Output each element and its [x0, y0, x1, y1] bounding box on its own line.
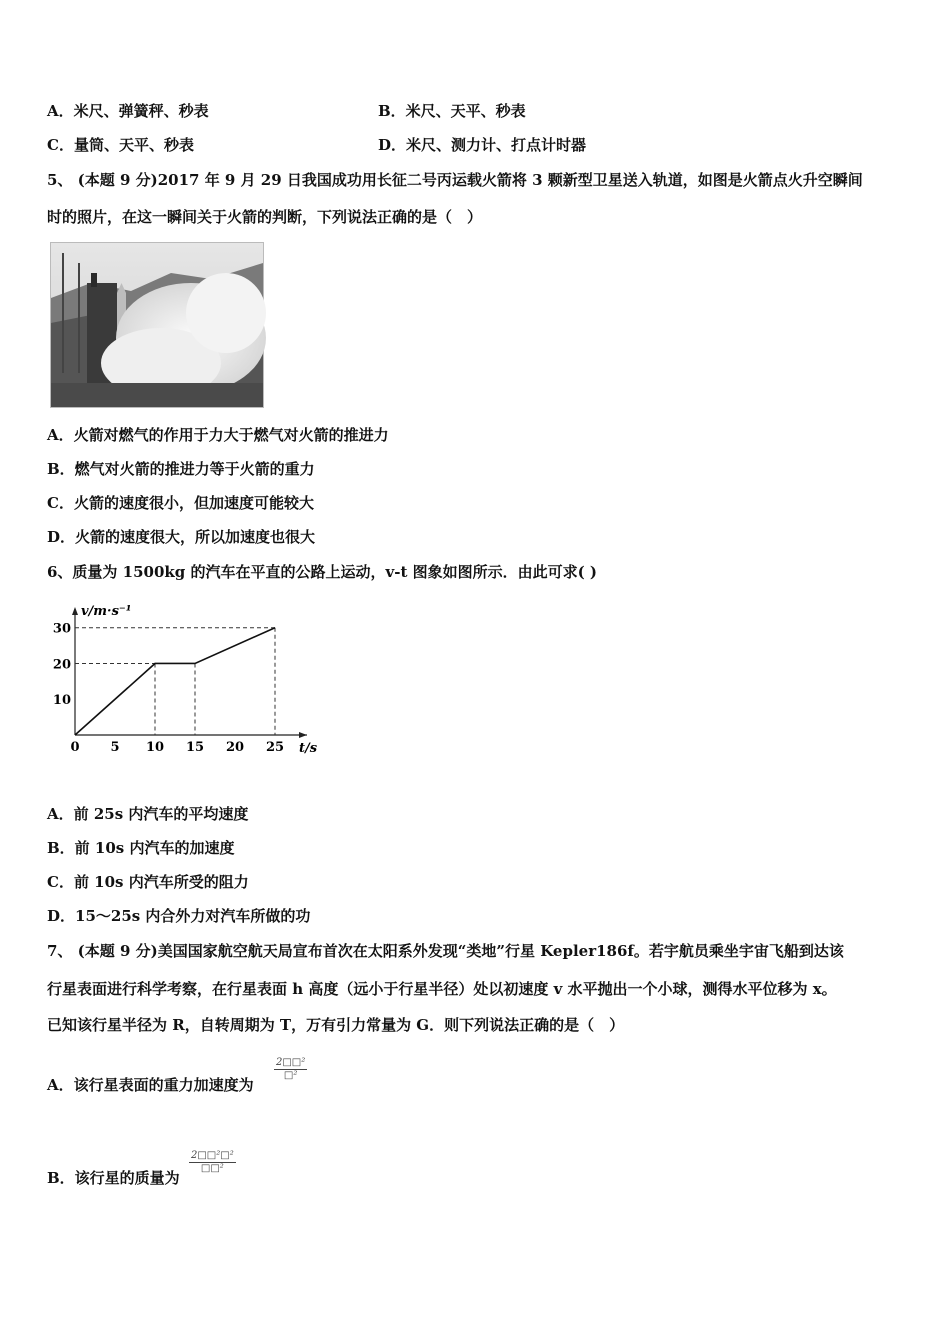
vt-graph [40, 600, 318, 760]
q6-option-a: A．前 25s 内汽车的平均速度 [47, 805, 249, 823]
velocity-line [75, 628, 275, 735]
y-tick-label: 10 [52, 693, 71, 709]
x-axis-label: t/s [299, 741, 318, 756]
q7-stem-line3: 已知该行星半径为 R，自转周期为 T，万有引力常量为 G．则下列说法正确的是（ ） [47, 1016, 625, 1034]
x-tick-label: 15 [185, 740, 205, 755]
q7-option-b-numerator: 2□□²□² [191, 1150, 234, 1161]
q7-option-a-denominator: □² [283, 1070, 298, 1081]
x-tick-label: 0 [70, 740, 80, 755]
x-tick-label: 25 [265, 740, 285, 755]
q7-option-b-formula [189, 1150, 236, 1175]
x-tick-label: 5 [110, 740, 120, 755]
y-tick-label: 30 [52, 621, 71, 637]
q5-stem-line1: 5、 (本题 9 分)2017 年 9 月 29 日我国成功用长征二号丙运载火箭将 3 颗新型卫星送入轨道，如图是火箭点火升空瞬间 [47, 171, 863, 189]
q7-stem-line1: 7、 (本题 9 分)美国国家航空航天局宣布首次在太阳系外发现“类地”行星 Kepler186f。若宇航员乘坐宇宙飞船到达该 [47, 942, 844, 960]
rocket-launch-photo [50, 242, 264, 408]
y-axis-arrow [72, 607, 78, 615]
q5-option-b: B．燃气对火箭的推进力等于火箭的重力 [47, 460, 315, 478]
y-axis-label: v/m·s⁻¹ [81, 604, 132, 619]
q5-stem-line2: 时的照片，在这一瞬间关于火箭的判断，下列说法正确的是（ ） [47, 208, 483, 226]
q6-stem: 6、质量为 1500kg 的汽车在平直的公路上运动，v-t 图象如图所示．由此可求( ) [47, 563, 598, 581]
q7-option-a: A．该行星表面的重力加速度为 [47, 1076, 254, 1094]
q5-option-d: D．火箭的速度很大，所以加速度也很大 [47, 528, 316, 546]
q7-option-a-formula [274, 1057, 307, 1082]
x-axis-arrow [299, 732, 307, 738]
q7-option-b: B．该行星的质量为 [47, 1169, 180, 1187]
option-d-prev: D．米尺、测力计、打点计时器 [378, 136, 587, 154]
q6-option-c: C．前 10s 内汽车所受的阻力 [47, 873, 249, 891]
x-tick-label: 20 [225, 740, 245, 755]
option-b-prev: B．米尺、天平、秒表 [378, 102, 526, 120]
q5-option-a: A．火箭对燃气的作用于力大于燃气对火箭的推进力 [47, 426, 389, 444]
q7-option-a-numerator: 2□□² [276, 1057, 306, 1068]
q7-stem-line2: 行星表面进行科学考察，在行星表面 h 高度（远小于行星半径）处以初速度 v 水平抛出一个小球，测得水平位移为 x。 [47, 980, 837, 998]
y-tick-label: 20 [52, 657, 71, 673]
q6-option-d: D．15～25s 内合外力对汽车所做的功 [47, 907, 311, 925]
option-c-prev: C．量筒、天平、秒表 [47, 136, 194, 154]
q7-option-b-denominator: □□² [200, 1163, 224, 1174]
option-a-prev: A．米尺、弹簧秤、秒表 [47, 102, 209, 120]
q5-option-c: C．火箭的速度很小，但加速度可能较大 [47, 494, 314, 512]
x-tick-label: 10 [145, 740, 165, 755]
q6-option-b: B．前 10s 内汽车的加速度 [47, 839, 235, 857]
